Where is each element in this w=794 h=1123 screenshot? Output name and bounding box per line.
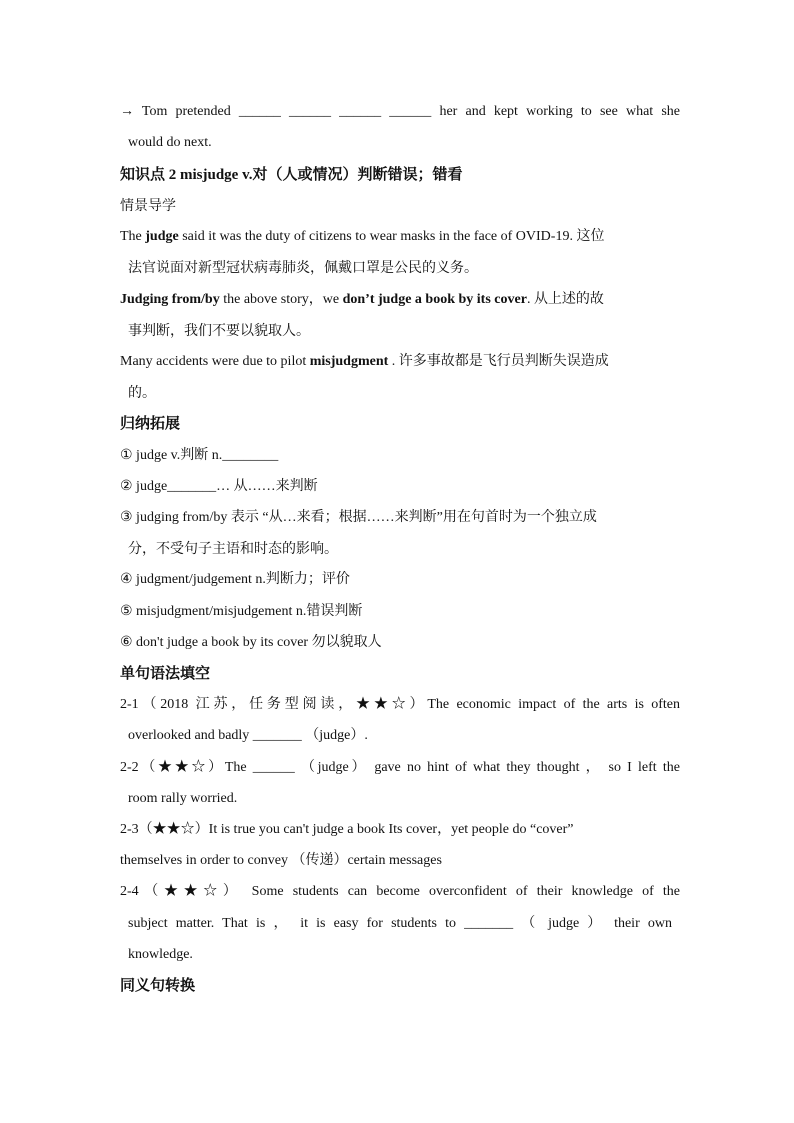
keyword-judge: judge (145, 229, 179, 244)
sentence-text: Many accidents were due to pilot (120, 354, 310, 369)
keyword-judging-from-by: Judging from/by (120, 292, 220, 307)
sentence-text: The (120, 229, 146, 244)
question-2-3-cont: themselves in order to convey （传递）certain messages (120, 853, 442, 868)
example-sentence-1-zh: 法官说面对新型冠状病毒肺炎，佩戴口罩是公民的义务。 (128, 260, 478, 276)
expansion-item-1: ① judge v.判断 n.________ (120, 448, 279, 463)
example-sentence-3-en (120, 352, 680, 372)
question-2-4-cont: subject matter. That is ， it is easy for students to _______ （ judge ） their own (128, 916, 672, 931)
keyword-dont-judge-a-book: don’t judge a book by its cover (342, 292, 527, 307)
section-heading-knowledge-point-2: 知识点 2 misjudge v.对（人或情况）判断错误；错看 (120, 167, 463, 183)
exercise-line-1: → Tom pretended ______ ______ ______ ______ her and kept working to see what she (120, 104, 680, 119)
expansion-item-3: ③ judging from/by 表示 “从…来看；根据……来判断”用在句首时为一个独立成 (120, 510, 597, 525)
sentence-text: the above story，we (219, 292, 343, 307)
expansion-item-3-cont: 分，不受句子主语和时态的影响。 (128, 541, 338, 557)
section-heading-synonymous-sentences: 同义句转换 (120, 978, 196, 994)
expansion-item-5: ⑤ misjudgment/misjudgement n.错误判断 (120, 604, 363, 619)
expansion-item-2: ② judge_______… 从……来判断 (120, 479, 318, 494)
question-2-4: 2-4（★★☆） Some students can become overconfident of their knowledge of the (120, 884, 680, 899)
example-sentence-3-zh: 的。 (128, 385, 156, 401)
question-2-2-cont: room rally worried. (128, 791, 238, 806)
sentence-text: . 许多事故都是飞行员判断失误造成 (388, 354, 609, 369)
exercise-line-2: would do next. (128, 135, 212, 150)
sentence-text: said it was the duty of citizens to wear masks in the face of OVID-19. 这位 (178, 229, 605, 244)
section-heading-summary: 归纳拓展 (120, 416, 181, 432)
sentence-text: . 从上述的故 (526, 292, 604, 307)
section-heading-fill-in-blanks: 单句语法填空 (120, 666, 211, 682)
example-sentence-2-en (120, 290, 680, 310)
example-sentence-2-zh: 事判断，我们不要以貌取人。 (128, 323, 310, 339)
keyword-misjudgment: misjudgment (309, 354, 389, 369)
question-2-2: 2-2（★★☆）The ______ （judge） gave no hint of what they thought ， so I left the (120, 760, 680, 775)
question-2-3: 2-3（★★☆）It is true you can't judge a book Its cover，yet people do “cover” (120, 822, 574, 837)
expansion-item-4: ④ judgment/judgement n.判断力；评价 (120, 572, 350, 587)
expansion-item-6: ⑥ don't judge a book by its cover 勿以貌取人 (120, 635, 382, 650)
subheading-situational-guide: 情景导学 (120, 198, 176, 214)
question-2-1-cont: overlooked and badly _______ （judge）. (128, 728, 368, 743)
example-sentence-1-en (120, 227, 680, 247)
question-2-1: 2-1（2018 江苏，任务型阅读，★★☆）The economic impact of the arts is often (120, 697, 680, 712)
question-2-4-cont2: knowledge. (128, 947, 193, 962)
